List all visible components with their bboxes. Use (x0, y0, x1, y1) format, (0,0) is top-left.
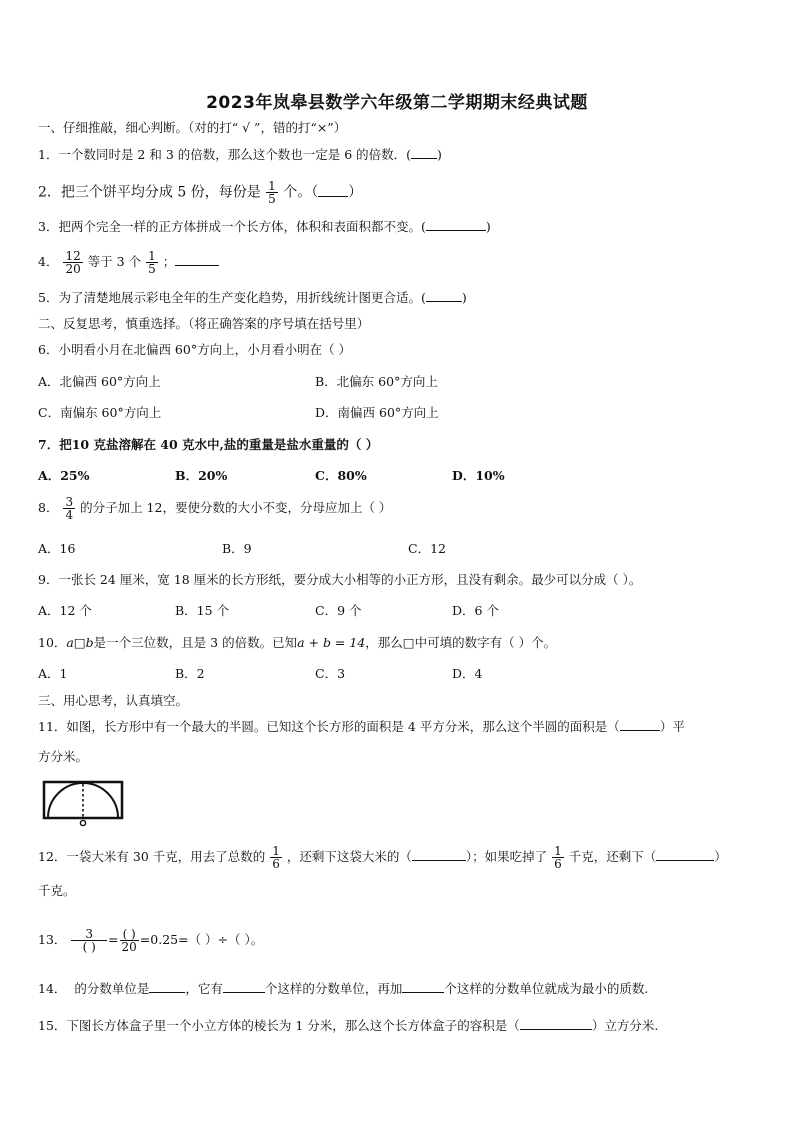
fraction: $\frac{3}{( )}$ (71, 928, 107, 953)
option-c[interactable]: C．12 (408, 541, 446, 556)
section-2-heading: 二、反复思考，慎重选择。（将正确答案的序号填在括号里） (38, 316, 370, 331)
option-d[interactable]: D．6 个 (452, 603, 499, 618)
option-b[interactable]: B．20% (175, 468, 228, 483)
answer-blank[interactable] (412, 848, 466, 861)
center-point (80, 820, 85, 825)
fraction: $\frac{1}{6}$ (272, 844, 280, 871)
question-4: 4． $\frac{12}{20}$ 等于 3 个 $\frac{1}{5}$ ； (38, 250, 219, 275)
answer-blank[interactable] (318, 184, 348, 197)
rectangle-semicircle-figure (40, 778, 126, 830)
section-1-heading: 一、仔细推敲，细心判断。（对的打“ √ ”，错的打“×”） (38, 120, 347, 135)
answer-blank[interactable] (426, 289, 462, 302)
answer-blank[interactable] (223, 980, 265, 993)
option-b[interactable]: B．9 (222, 541, 252, 556)
question-6: 6．小明看小月在北偏西 60°方向上，小月看小明在（ ） (38, 342, 352, 357)
option-a[interactable]: A．25% (38, 468, 90, 483)
question-8: 8． $\frac{3}{4}$ 的分子加上 12，要使分数的大小不变，分母应加上（ ） (38, 495, 392, 522)
question-2: 2．把三个饼平均分成 5 份，每份是 $\frac{1}{5}$ 个。（ ） (38, 179, 363, 206)
question-14: 14． 的分数单位是 ，它有 个这样的分数单位，再加 个这样的分数单位就成为最小的质数. (38, 981, 649, 996)
answer-blank[interactable] (175, 253, 219, 266)
question-9: 9．一张长 24 厘米，宽 18 厘米的长方形纸，要分成大小相等的小正方形，且没有剩余。最少可以分成（ ）。 (38, 572, 642, 587)
question-12-continued: 千克。 (38, 883, 76, 898)
option-a[interactable]: A．1 (38, 666, 68, 681)
fraction: $\frac{3}{4}$ (65, 495, 74, 522)
section-3-heading: 三、用心思考，认真填空。 (38, 693, 189, 708)
answer-blank[interactable] (402, 980, 444, 993)
option-d[interactable]: D．4 (452, 666, 483, 681)
option-a[interactable]: A．12 个 (38, 603, 92, 618)
question-5: 5．为了清楚地展示彩电全年的生产变化趋势，用折线统计图更合适。( ) (38, 290, 467, 305)
option-b[interactable]: B．2 (175, 666, 205, 681)
answer-blank[interactable] (620, 718, 660, 731)
option-b[interactable]: B．北偏东 60°方向上 (315, 374, 438, 389)
question-10: 10．a□b是一个三位数，且是 3 的倍数。已知a + b = 14，那么□中可填的数字有（ ）个。 (38, 635, 557, 650)
fraction: $\frac{1}{5}$ (268, 179, 276, 206)
option-c[interactable]: C．80% (315, 468, 367, 483)
option-a[interactable]: A．16 (38, 541, 76, 556)
question-15: 15．下图长方体盒子里一个小立方体的棱长为 1 分米，那么这个长方体盒子的容积是（ ）立方分米. (38, 1018, 659, 1033)
answer-blank[interactable] (149, 980, 185, 993)
option-c[interactable]: C．南偏东 60°方向上 (38, 405, 162, 420)
question-3: 3．把两个完全一样的正方体拼成一个长方体，体积和表面积都不变。( ) (38, 219, 491, 234)
fraction: $\frac{12}{20}$ (65, 249, 81, 276)
fraction: $\frac{1}{5}$ (148, 249, 156, 276)
question-12: 12．一袋大米有 30 千克，用去了总数的 $\frac{1}{6}$ ，还剩下这袋大米的（ ）；如果吃掉了 $\frac{1}{6}$ 千克，还剩下（ ） (38, 844, 727, 871)
option-d[interactable]: D．南偏西 60°方向上 (315, 405, 439, 420)
question-11: 11．如图，长方形中有一个最大的半圆。已知这个长方形的面积是 4 平方分米，那么这个半圆的面积是（ ）平 (38, 719, 685, 734)
answer-blank[interactable] (520, 1017, 592, 1030)
page-title: 2023年岚皋县数学六年级第二学期期末经典试题 (206, 93, 588, 113)
fraction: $\frac{1}{6}$ (554, 844, 562, 871)
question-13: 13． $\frac{3}{( )}$ = $\frac{( )}{20}$ =0.25=（ ）÷（ ）。 (38, 927, 264, 954)
fraction: $\frac{( )}{20}$ (121, 927, 137, 954)
question-1: 1．一个数同时是 2 和 3 的倍数，那么这个数也一定是 6 的倍数．( ) (38, 147, 442, 162)
question-7: 7．把10 克盐溶解在 40 克水中,盐的重量是盐水重量的（ ） (38, 437, 379, 452)
option-c[interactable]: C．3 (315, 666, 346, 681)
option-d[interactable]: D．10% (452, 468, 505, 483)
answer-blank[interactable] (426, 218, 486, 231)
answer-blank[interactable] (656, 848, 714, 861)
option-b[interactable]: B．15 个 (175, 603, 230, 618)
option-a[interactable]: A．北偏西 60°方向上 (38, 374, 161, 389)
option-c[interactable]: C．9 个 (315, 603, 362, 618)
answer-blank[interactable] (411, 146, 437, 159)
question-11-continued: 方分米。 (38, 749, 89, 764)
